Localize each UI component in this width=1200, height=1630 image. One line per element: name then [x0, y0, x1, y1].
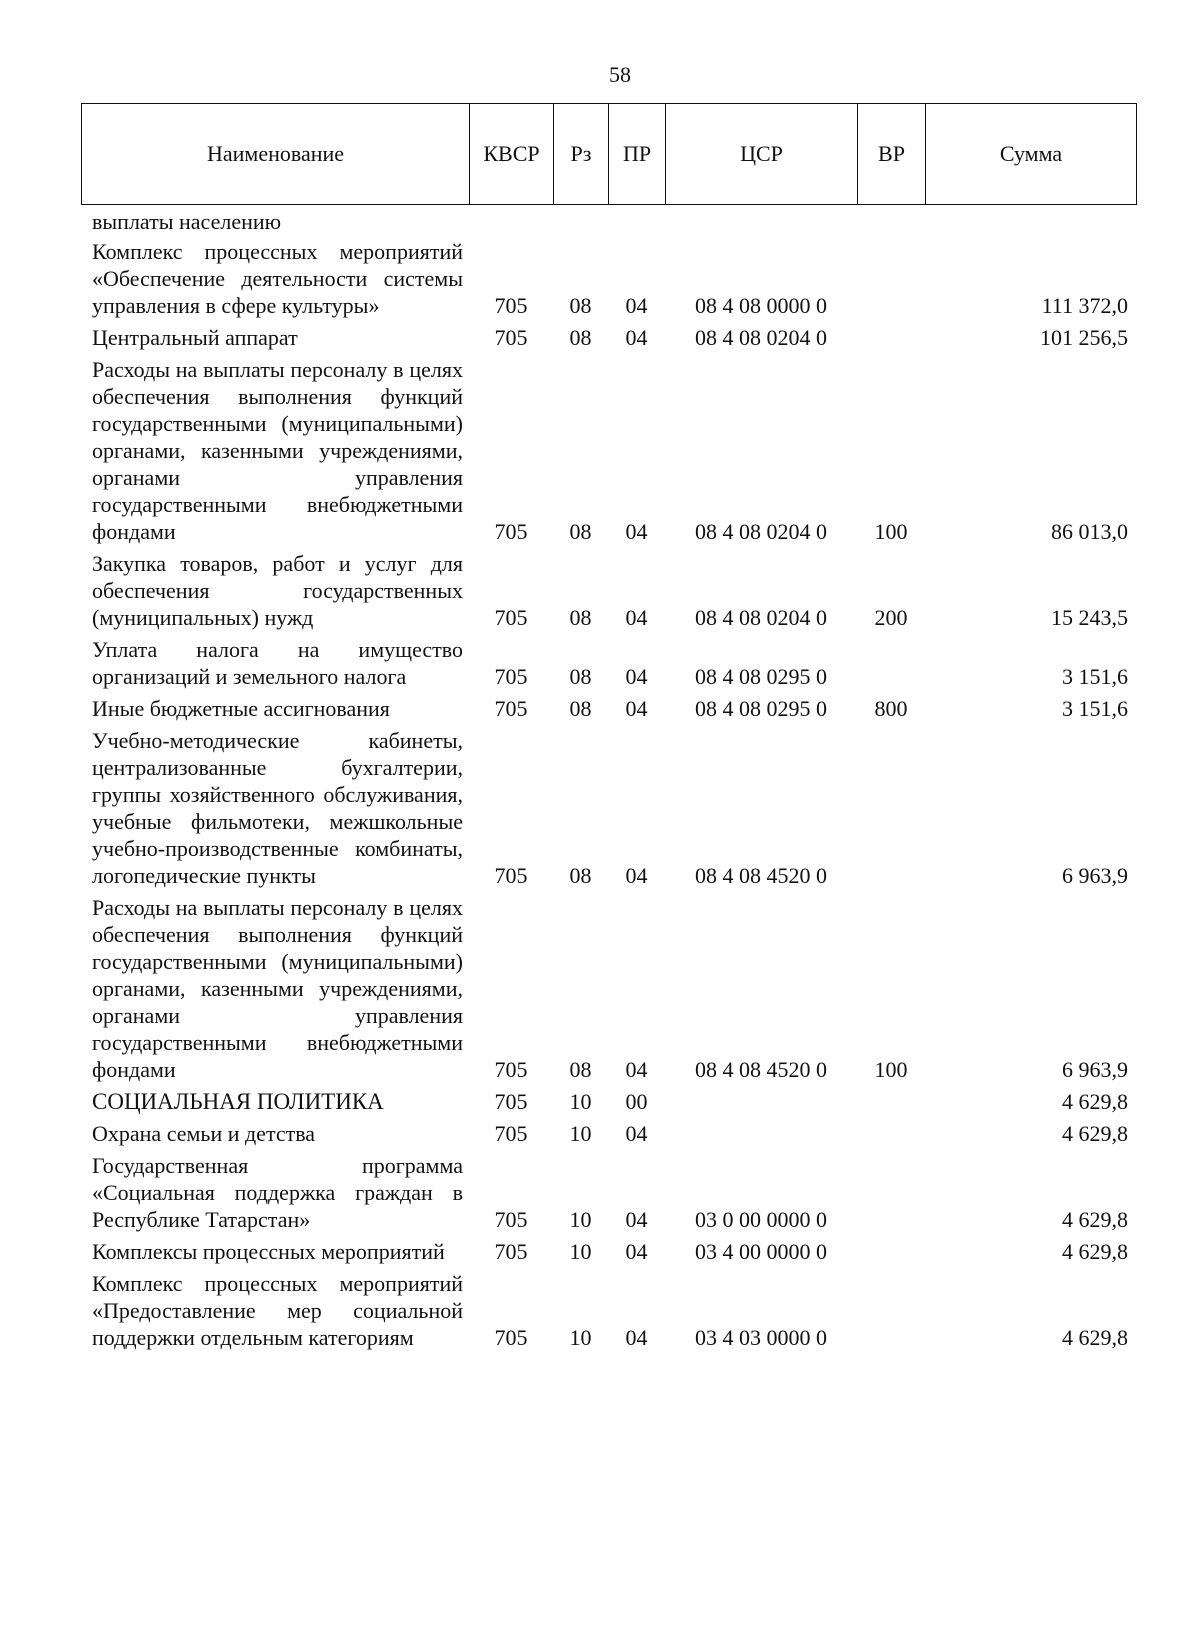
row-vr	[857, 1120, 925, 1152]
row-sum: 4 629,8	[1062, 1089, 1128, 1114]
row-rz: 10	[569, 1239, 592, 1264]
row-pr: 04	[625, 519, 648, 544]
row-name: Комплексы процессных мероприятий	[92, 1239, 445, 1264]
row-csr: 08 4 08 0204 0	[695, 325, 827, 350]
row-pr: 04	[625, 1121, 648, 1146]
row-pr: 04	[625, 293, 648, 318]
row-vr: 100	[874, 519, 908, 544]
row-name: СОЦИАЛЬНАЯ ПОЛИТИКА	[92, 1089, 384, 1114]
row-sum: 4 629,8	[1062, 1121, 1128, 1146]
row-kvsr: 705	[494, 293, 528, 318]
row-sum: 3 151,6	[1062, 696, 1128, 721]
row-rz: 10	[569, 1325, 592, 1350]
row-sum: 86 013,0	[1051, 519, 1128, 544]
row-rz: 08	[569, 1057, 592, 1082]
column-header-rz: Рз	[554, 104, 609, 205]
row-csr: 03 4 03 0000 0	[695, 1325, 827, 1350]
row-vr	[857, 1238, 925, 1270]
row-vr	[857, 324, 925, 356]
row-vr	[857, 1088, 925, 1120]
row-rz: 08	[569, 325, 592, 350]
row-rz: 10	[569, 1089, 592, 1114]
row-sum: 15 243,5	[1051, 605, 1128, 630]
column-header-name: Наименование	[82, 104, 470, 205]
row-csr: 08 4 08 4520 0	[695, 1057, 827, 1082]
row-csr	[665, 1120, 857, 1152]
row-name: Иные бюджетные ассигнования	[92, 696, 390, 721]
column-header-vr: ВР	[858, 104, 926, 205]
row-kvsr: 705	[494, 1207, 528, 1232]
row-kvsr: 705	[494, 1057, 528, 1082]
row-csr: 08 4 08 4520 0	[695, 863, 827, 888]
row-pr: 04	[625, 1325, 648, 1350]
row-sum: 4 629,8	[1062, 1325, 1128, 1350]
row-pr	[608, 208, 665, 238]
row-rz: 10	[569, 1121, 592, 1146]
table-row	[81, 695, 1136, 727]
column-header-csr: ЦСР	[666, 104, 858, 205]
row-pr: 04	[625, 696, 648, 721]
row-vr: 100	[874, 1057, 908, 1082]
row-csr	[665, 1088, 857, 1120]
row-name: Охрана семьи и детства	[92, 1121, 316, 1146]
row-rz: 08	[569, 696, 592, 721]
row-vr: 200	[874, 605, 908, 630]
row-vr	[857, 208, 925, 238]
row-kvsr: 705	[494, 325, 528, 350]
table-row	[81, 550, 1136, 636]
row-csr: 03 4 00 0000 0	[695, 1239, 827, 1264]
row-pr: 04	[625, 1207, 648, 1232]
row-vr	[857, 636, 925, 695]
row-rz: 08	[569, 605, 592, 630]
row-pr: 00	[625, 1089, 648, 1114]
row-csr: 08 4 08 0204 0	[695, 605, 827, 630]
row-rz: 08	[569, 293, 592, 318]
row-rz: 10	[569, 1207, 592, 1232]
row-sum: 101 256,5	[1040, 325, 1128, 350]
row-name: выплаты населению	[92, 209, 282, 234]
row-vr	[857, 238, 925, 324]
table-row	[81, 1238, 1136, 1270]
row-sum: 6 963,9	[1062, 1057, 1128, 1082]
row-vr: 800	[874, 696, 908, 721]
row-pr: 04	[625, 605, 648, 630]
budget-table	[81, 208, 1136, 1356]
row-name: Закупка товаров, работ и услуг для обеспечения государственных (муниципальных) нужд	[92, 551, 463, 630]
row-name: Расходы на выплаты персоналу в целях обеспечения выполнения функций государственными (муниципальными) органами, казенными учреждениями, органами управления государственными внебюджетными фондами	[92, 895, 463, 1082]
page-number: 58	[609, 62, 631, 87]
row-sum: 6 963,9	[1062, 863, 1128, 888]
table-row	[81, 636, 1136, 695]
table-row	[81, 208, 1136, 238]
column-header-sum: Сумма	[926, 104, 1137, 205]
row-sum	[925, 208, 1136, 238]
row-vr	[857, 1270, 925, 1356]
table-row	[81, 894, 1136, 1088]
table-row	[81, 1152, 1136, 1238]
table-row	[81, 1088, 1136, 1120]
row-name: Уплата налога на имущество организаций и земельного налога	[92, 637, 463, 689]
row-csr: 08 4 08 0000 0	[695, 293, 827, 318]
column-header-kvsr: КВСР	[470, 104, 554, 205]
row-kvsr: 705	[494, 605, 528, 630]
row-csr: 08 4 08 0204 0	[695, 519, 827, 544]
row-sum: 4 629,8	[1062, 1207, 1128, 1232]
row-rz: 08	[569, 664, 592, 689]
row-kvsr: 705	[494, 664, 528, 689]
row-name: Государственная программа «Социальная поддержка граждан в Республике Татарстан»	[92, 1153, 463, 1232]
row-csr	[665, 208, 857, 238]
row-vr	[857, 727, 925, 894]
row-name: Комплекс процессных мероприятий «Предоставление мер социальной поддержки отдельным категориям	[92, 1271, 463, 1350]
row-csr: 08 4 08 0295 0	[695, 664, 827, 689]
row-csr: 08 4 08 0295 0	[695, 696, 827, 721]
table-row	[81, 238, 1136, 324]
table-row	[81, 1270, 1136, 1356]
row-name: Центральный аппарат	[92, 325, 298, 350]
row-kvsr: 705	[494, 1121, 528, 1146]
row-kvsr: 705	[494, 1089, 528, 1114]
row-kvsr: 705	[494, 696, 528, 721]
row-kvsr: 705	[494, 1239, 528, 1264]
column-header-pr: ПР	[609, 104, 666, 205]
row-pr: 04	[625, 1239, 648, 1264]
row-vr	[857, 1152, 925, 1238]
row-name: Комплекс процессных мероприятий «Обеспечение деятельности системы управления в сфере культуры»	[92, 239, 463, 318]
row-rz: 08	[569, 519, 592, 544]
table-row	[81, 356, 1136, 550]
row-sum: 4 629,8	[1062, 1239, 1128, 1264]
row-kvsr: 705	[494, 1325, 528, 1350]
row-kvsr: 705	[494, 519, 528, 544]
row-rz	[553, 208, 608, 238]
table-row	[81, 324, 1136, 356]
row-pr: 04	[625, 664, 648, 689]
row-sum: 3 151,6	[1062, 664, 1128, 689]
row-name: Учебно-методические кабинеты, централизованные бухгалтерии, группы хозяйственного обслуживания, учебные фильмотеки, межшкольные учебно-производственные комбинаты, логопедические пункты	[92, 728, 463, 888]
row-name: Расходы на выплаты персоналу в целях обеспечения выполнения функций государственными (муниципальными) органами, казенными учреждениями, органами управления государственными внебюджетными фондами	[92, 357, 463, 544]
row-csr: 03 0 00 0000 0	[695, 1207, 827, 1232]
table-row	[81, 1120, 1136, 1152]
table-header	[81, 103, 1137, 205]
row-rz: 08	[569, 863, 592, 888]
table-row	[81, 727, 1136, 894]
row-kvsr	[469, 208, 553, 238]
row-pr: 04	[625, 325, 648, 350]
row-pr: 04	[625, 863, 648, 888]
row-kvsr: 705	[494, 863, 528, 888]
row-pr: 04	[625, 1057, 648, 1082]
row-sum: 111 372,0	[1041, 293, 1128, 318]
